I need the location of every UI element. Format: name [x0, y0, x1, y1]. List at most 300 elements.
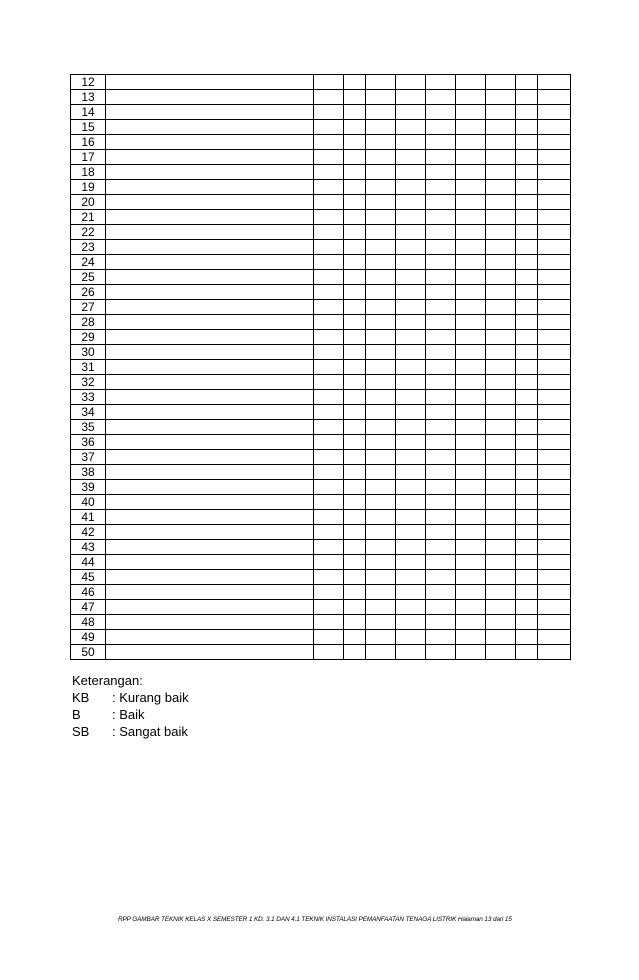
table-cell — [106, 150, 314, 165]
table-cell — [538, 555, 571, 570]
table-cell — [314, 510, 344, 525]
row-number: 14 — [71, 105, 106, 120]
table-cell — [396, 165, 426, 180]
table-cell — [396, 420, 426, 435]
table-cell — [314, 195, 344, 210]
table-cell — [486, 120, 516, 135]
table-cell — [486, 450, 516, 465]
table-cell — [516, 120, 538, 135]
row-number: 15 — [71, 120, 106, 135]
table-cell — [344, 435, 366, 450]
table-cell — [396, 570, 426, 585]
table-cell — [456, 105, 486, 120]
table-cell — [538, 585, 571, 600]
table-cell — [426, 600, 456, 615]
table-cell — [486, 330, 516, 345]
table-row — [71, 435, 571, 450]
table-cell — [314, 525, 344, 540]
table-cell — [456, 420, 486, 435]
table-cell — [486, 585, 516, 600]
table-cell — [516, 420, 538, 435]
table-row — [71, 585, 571, 600]
table-cell — [396, 465, 426, 480]
table-cell — [516, 315, 538, 330]
table-cell — [344, 285, 366, 300]
table-row — [71, 570, 571, 585]
row-number: 50 — [71, 645, 106, 660]
table-cell — [426, 300, 456, 315]
table-cell — [486, 255, 516, 270]
table-cell — [344, 135, 366, 150]
table-cell — [486, 135, 516, 150]
table-cell — [314, 330, 344, 345]
table-cell — [344, 540, 366, 555]
table-cell — [396, 510, 426, 525]
legend-description: : Baik — [112, 707, 145, 722]
table-cell — [106, 555, 314, 570]
row-number: 46 — [71, 585, 106, 600]
table-cell — [366, 405, 396, 420]
table-cell — [396, 450, 426, 465]
legend-item-sb — [72, 723, 189, 740]
table-row — [71, 210, 571, 225]
table-cell — [538, 165, 571, 180]
table-cell — [456, 225, 486, 240]
table-row — [71, 375, 571, 390]
table-cell — [516, 600, 538, 615]
row-number: 44 — [71, 555, 106, 570]
table-cell — [456, 240, 486, 255]
table-cell — [538, 135, 571, 150]
table-cell — [366, 480, 396, 495]
table-cell — [426, 210, 456, 225]
table-cell — [366, 420, 396, 435]
table-cell — [106, 225, 314, 240]
table-cell — [344, 150, 366, 165]
table-cell — [426, 360, 456, 375]
legend-title: Keterangan: — [72, 673, 143, 688]
table-cell — [396, 645, 426, 660]
table-cell — [366, 585, 396, 600]
table-cell — [426, 165, 456, 180]
table-cell — [314, 390, 344, 405]
table-cell — [456, 525, 486, 540]
table-cell — [486, 90, 516, 105]
table-cell — [516, 180, 538, 195]
table-cell — [538, 225, 571, 240]
table-cell — [538, 255, 571, 270]
table-cell — [426, 75, 456, 90]
table-cell — [314, 300, 344, 315]
row-number: 25 — [71, 270, 106, 285]
table-cell — [426, 585, 456, 600]
table-cell — [538, 285, 571, 300]
table-cell — [426, 630, 456, 645]
table-cell — [344, 405, 366, 420]
table-cell — [538, 240, 571, 255]
table-cell — [396, 90, 426, 105]
table-cell — [456, 405, 486, 420]
table-cell — [344, 270, 366, 285]
table-cell — [456, 510, 486, 525]
table-cell — [426, 135, 456, 150]
row-number: 28 — [71, 315, 106, 330]
table-cell — [366, 525, 396, 540]
table-cell — [366, 570, 396, 585]
table-cell — [538, 390, 571, 405]
table-cell — [516, 75, 538, 90]
table-cell — [314, 555, 344, 570]
table-row — [71, 345, 571, 360]
table-cell — [344, 465, 366, 480]
table-cell — [486, 210, 516, 225]
table-cell — [396, 600, 426, 615]
table-cell — [456, 645, 486, 660]
row-number: 48 — [71, 615, 106, 630]
table-cell — [456, 150, 486, 165]
row-number: 26 — [71, 285, 106, 300]
table-row — [71, 630, 571, 645]
table-cell — [106, 255, 314, 270]
table-cell — [456, 480, 486, 495]
table-cell — [538, 570, 571, 585]
table-cell — [486, 315, 516, 330]
table-cell — [456, 630, 486, 645]
table-cell — [456, 390, 486, 405]
table-row — [71, 315, 571, 330]
table-cell — [366, 150, 396, 165]
table-cell — [344, 330, 366, 345]
row-number: 31 — [71, 360, 106, 375]
table-row — [71, 90, 571, 105]
table-cell — [456, 570, 486, 585]
table-row — [71, 240, 571, 255]
table-cell — [344, 450, 366, 465]
table-cell — [314, 465, 344, 480]
table-cell — [486, 615, 516, 630]
table-row — [71, 615, 571, 630]
table-cell — [426, 150, 456, 165]
table-cell — [486, 420, 516, 435]
table-cell — [538, 645, 571, 660]
row-number: 16 — [71, 135, 106, 150]
table-cell — [426, 510, 456, 525]
table-cell — [344, 615, 366, 630]
table-cell — [486, 645, 516, 660]
table-cell — [344, 645, 366, 660]
table-cell — [516, 345, 538, 360]
assessment-table — [70, 74, 571, 660]
table-row — [71, 270, 571, 285]
table-cell — [314, 405, 344, 420]
table-cell — [486, 180, 516, 195]
table-cell — [396, 405, 426, 420]
table-cell — [396, 480, 426, 495]
table-cell — [366, 450, 396, 465]
row-number: 13 — [71, 90, 106, 105]
table-cell — [106, 210, 314, 225]
table-cell — [396, 195, 426, 210]
table-cell — [106, 330, 314, 345]
table-cell — [314, 315, 344, 330]
row-number: 36 — [71, 435, 106, 450]
table-cell — [538, 150, 571, 165]
table-cell — [106, 540, 314, 555]
table-cell — [344, 525, 366, 540]
table-cell — [366, 225, 396, 240]
table-cell — [516, 150, 538, 165]
table-cell — [106, 615, 314, 630]
table-cell — [106, 270, 314, 285]
table-cell — [344, 315, 366, 330]
table-row — [71, 75, 571, 90]
table-cell — [426, 345, 456, 360]
table-cell — [344, 240, 366, 255]
table-cell — [344, 255, 366, 270]
table-cell — [106, 510, 314, 525]
table-cell — [366, 375, 396, 390]
table-cell — [344, 105, 366, 120]
table-cell — [426, 270, 456, 285]
table-cell — [314, 135, 344, 150]
table-cell — [486, 105, 516, 120]
table-cell — [366, 75, 396, 90]
table-cell — [106, 570, 314, 585]
table-cell — [366, 465, 396, 480]
table-cell — [456, 360, 486, 375]
table-cell — [456, 465, 486, 480]
table-cell — [426, 180, 456, 195]
table-row — [71, 135, 571, 150]
table-cell — [344, 585, 366, 600]
table-cell — [344, 420, 366, 435]
table-cell — [396, 315, 426, 330]
table-cell — [486, 600, 516, 615]
table-cell — [486, 270, 516, 285]
table-cell — [486, 405, 516, 420]
table-cell — [344, 225, 366, 240]
table-cell — [456, 435, 486, 450]
table-cell — [106, 630, 314, 645]
table-cell — [344, 630, 366, 645]
table-cell — [516, 465, 538, 480]
table-cell — [456, 540, 486, 555]
table-cell — [456, 180, 486, 195]
table-cell — [486, 480, 516, 495]
row-number: 38 — [71, 465, 106, 480]
table-cell — [396, 225, 426, 240]
table-cell — [486, 495, 516, 510]
legend-description: : Sangat baik — [112, 724, 188, 739]
row-number: 22 — [71, 225, 106, 240]
table-cell — [106, 435, 314, 450]
row-number: 24 — [71, 255, 106, 270]
row-number: 39 — [71, 480, 106, 495]
row-number: 47 — [71, 600, 106, 615]
table-cell — [314, 495, 344, 510]
table-cell — [396, 270, 426, 285]
table-cell — [516, 285, 538, 300]
table-cell — [426, 330, 456, 345]
row-number: 49 — [71, 630, 106, 645]
table-cell — [516, 630, 538, 645]
table-cell — [486, 510, 516, 525]
table-row — [71, 555, 571, 570]
row-number: 19 — [71, 180, 106, 195]
table-cell — [314, 180, 344, 195]
table-cell — [344, 375, 366, 390]
table-cell — [106, 465, 314, 480]
table-cell — [314, 375, 344, 390]
table-cell — [366, 300, 396, 315]
table-cell — [396, 375, 426, 390]
table-row — [71, 150, 571, 165]
table-cell — [106, 480, 314, 495]
table-cell — [106, 390, 314, 405]
row-number: 34 — [71, 405, 106, 420]
table-cell — [538, 105, 571, 120]
table-cell — [396, 345, 426, 360]
table-cell — [396, 390, 426, 405]
table-cell — [314, 585, 344, 600]
table-cell — [486, 390, 516, 405]
table-cell — [314, 240, 344, 255]
table-cell — [426, 315, 456, 330]
table-cell — [538, 630, 571, 645]
table-cell — [344, 180, 366, 195]
table-cell — [538, 315, 571, 330]
row-number: 43 — [71, 540, 106, 555]
table-cell — [314, 360, 344, 375]
table-cell — [344, 360, 366, 375]
row-number: 23 — [71, 240, 106, 255]
table-cell — [456, 585, 486, 600]
table-cell — [396, 150, 426, 165]
table-cell — [426, 225, 456, 240]
table-cell — [106, 405, 314, 420]
table-cell — [344, 120, 366, 135]
table-cell — [516, 510, 538, 525]
table-cell — [344, 555, 366, 570]
table-cell — [106, 420, 314, 435]
table-cell — [486, 435, 516, 450]
table-row — [71, 330, 571, 345]
table-cell — [366, 645, 396, 660]
table-cell — [314, 570, 344, 585]
table-cell — [106, 240, 314, 255]
table-cell — [516, 645, 538, 660]
table-cell — [106, 75, 314, 90]
row-number: 42 — [71, 525, 106, 540]
table-cell — [344, 495, 366, 510]
table-cell — [314, 600, 344, 615]
row-number: 37 — [71, 450, 106, 465]
table-cell — [396, 495, 426, 510]
table-cell — [366, 360, 396, 375]
table-row — [71, 165, 571, 180]
table-row — [71, 255, 571, 270]
table-row — [71, 300, 571, 315]
table-cell — [366, 105, 396, 120]
table-cell — [106, 300, 314, 315]
table-cell — [106, 120, 314, 135]
table-cell — [106, 360, 314, 375]
table-cell — [314, 255, 344, 270]
legend-code: B — [72, 707, 81, 722]
row-number: 30 — [71, 345, 106, 360]
table-cell — [366, 555, 396, 570]
row-number: 45 — [71, 570, 106, 585]
table-cell — [426, 240, 456, 255]
table-cell — [396, 285, 426, 300]
table-cell — [366, 90, 396, 105]
table-cell — [516, 495, 538, 510]
table-cell — [366, 240, 396, 255]
table-cell — [426, 495, 456, 510]
row-number: 17 — [71, 150, 106, 165]
table-cell — [516, 540, 538, 555]
table-cell — [516, 165, 538, 180]
legend — [72, 672, 189, 740]
table-cell — [516, 525, 538, 540]
table-cell — [456, 90, 486, 105]
row-number: 29 — [71, 330, 106, 345]
table-cell — [486, 540, 516, 555]
table-cell — [516, 105, 538, 120]
row-number: 20 — [71, 195, 106, 210]
table-cell — [516, 615, 538, 630]
table-cell — [366, 495, 396, 510]
table-cell — [426, 615, 456, 630]
table-cell — [366, 390, 396, 405]
page-footer: RPP GAMBAR TEKNIK KELAS X SEMESTER 1 KD. 3.1 DAN 4.1 TEKNIK INSTALASI PEMANFAATAN TENAGA LISTRIK Halaman 13 dari 15 — [118, 916, 512, 923]
table-cell — [426, 105, 456, 120]
table-cell — [486, 570, 516, 585]
table-cell — [516, 135, 538, 150]
table-cell — [106, 525, 314, 540]
table-cell — [426, 645, 456, 660]
table-cell — [538, 120, 571, 135]
table-cell — [314, 270, 344, 285]
table-cell — [106, 195, 314, 210]
table-cell — [366, 180, 396, 195]
table-cell — [516, 210, 538, 225]
table-cell — [106, 600, 314, 615]
assessment-table-body — [71, 75, 571, 660]
table-cell — [426, 540, 456, 555]
table-cell — [486, 555, 516, 570]
table-cell — [314, 120, 344, 135]
row-number: 32 — [71, 375, 106, 390]
table-row — [71, 450, 571, 465]
table-cell — [366, 330, 396, 345]
table-cell — [426, 435, 456, 450]
table-cell — [314, 345, 344, 360]
table-row — [71, 405, 571, 420]
table-cell — [456, 315, 486, 330]
table-cell — [486, 345, 516, 360]
table-row — [71, 180, 571, 195]
table-cell — [538, 345, 571, 360]
table-cell — [538, 75, 571, 90]
table-cell — [396, 540, 426, 555]
table-cell — [538, 180, 571, 195]
table-cell — [366, 435, 396, 450]
table-cell — [538, 405, 571, 420]
table-cell — [486, 150, 516, 165]
table-cell — [344, 90, 366, 105]
table-cell — [366, 210, 396, 225]
